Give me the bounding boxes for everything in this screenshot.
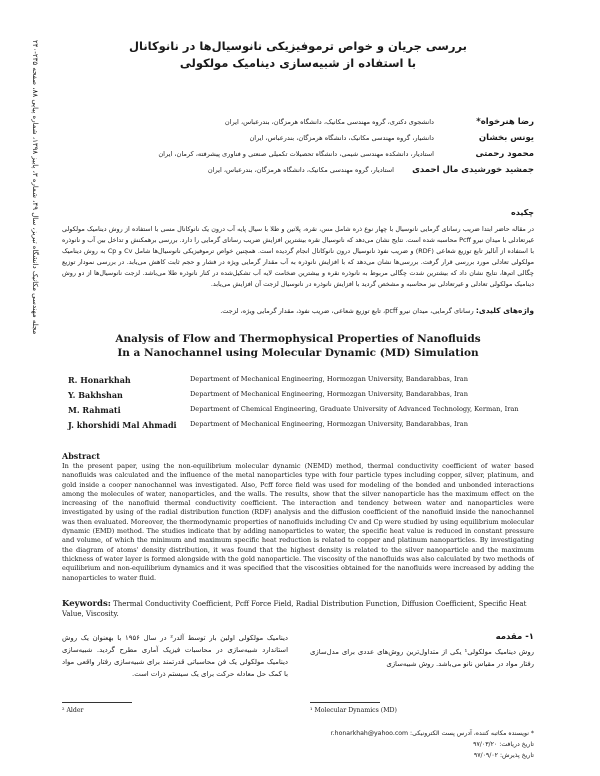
author-name: جمشید خورشیدی مال احمدی xyxy=(412,165,534,175)
author-row xyxy=(68,405,534,415)
english-abstract: In the present paper, using the non-equilibrium molecular dynamic (NEMD) method, thermal conductivity coefficient of water based nanofluids was calculated and the influence of the metal nanoparticles type with four particle types including copper, silver, platinum, and gold inside a cooper nanochannel was investigated. Also, Pcff force field was used for modeling of the bonded and unbonded interactions among the molecules of water, nanoparticles, and the walls. The results, show that the silver nanoparticle has the maximum effect on the increasing of the nanofluid thermal conductivity coefficient. The interaction and tendency between water and nanoparticles were investigated by using of the radial distribution function (RDF) analysis and the diffusion coefficient of the nanofluid inside the nanochannel was then evaluated. Moreover, the thermodynamic properties of nanofluids including Cv and Cp were studied by using equilibrium molecular dynamic (EMD) method. The studies indicate that by adding nanoparticles to water, the specific heat value is reduced in constant pressure and volume, of which the minimum and maximum specific heat reduction is related to copper and platinum nanoparticles. By investigating the diagram of atoms' density distribution, it was found that the highest density is related to the silver nanoparticle and the maximum thickness of water layer is formed alongside with the gold nanoparticle. The viscosity of the nanofluids was also calculated by two methods of equilibrium and non-equilibrium dynamics and it was specified that the viscosities obtained for the nanofluids were increased by adding the nanoparticles to water fluid. xyxy=(62,462,534,582)
journal-citation: مجله مهندسی مکانیک دانشگاه تبریز، سال ۴۹، شماره ۳، پاییز ۱۳۹۸، شماره پیاپی ۸۸، صفحه ۲۳۵-۲۴۰ xyxy=(31,40,39,335)
author-name: R. Honarkhah xyxy=(68,375,131,385)
english-abstract-heading: Abstract xyxy=(62,451,100,461)
english-title-line: Analysis of Flow and Thermophysical Properties of Nanofluids xyxy=(115,333,481,345)
intro-column-left xyxy=(62,632,288,680)
english-keywords-label: Keywords: xyxy=(62,599,111,609)
author-name: رضا هنرخواه* xyxy=(476,117,534,127)
author-affiliation: استادیار، دانشکده مهندسی شیمی، دانشگاه تحصیلات تکمیلی صنعتی و فناوری پیشرفته، کرمان، ایران xyxy=(158,150,434,158)
author-affiliation: Department of Chemical Engineering, Graduate University of Advanced Technology, Kerman, Iran xyxy=(190,405,519,413)
footnote: ¹ Molecular Dynamics (MD) xyxy=(310,707,397,714)
footnote: ² Alder xyxy=(62,707,84,714)
author-row xyxy=(68,375,534,385)
persian-title xyxy=(62,38,534,72)
english-authors xyxy=(68,375,534,435)
author-affiliation: استادیار، گروه مهندسی مکانیک، دانشگاه هرمزگان، بندرعباس، ایران xyxy=(207,166,394,174)
english-title-line: In a Nanochannel using Molecular Dynamic (MD) Simulation xyxy=(117,347,479,359)
author-name: Y. Bakhshan xyxy=(68,390,123,400)
author-row xyxy=(62,165,534,175)
persian-keywords-text: رسانای گرمایی، میدان نیرو pcff، تابع توزیع شعاعی، ضریب نفوذ، مقدار گرمایی ویژه، لزجت. xyxy=(220,307,474,315)
correspondence-block xyxy=(310,708,534,759)
author-affiliation: دانشیار، گروه مهندسی مکانیک، دانشگاه هرمزگان، بندرعباس، ایران xyxy=(249,134,434,142)
author-affiliation: Department of Mechanical Engineering, Hormozgan University, Bandarabbas, Iran xyxy=(190,420,468,428)
persian-authors xyxy=(62,117,534,181)
author-affiliation: دانشجوی دکتری، گروه مهندسی مکانیک، دانشگاه هرمزگان، بندرعباس، ایران xyxy=(224,118,434,126)
author-affiliation: Department of Mechanical Engineering, Hormozgan University, Bandarabbas, Iran xyxy=(190,390,468,398)
english-keywords xyxy=(62,599,534,619)
correspondence-email[interactable]: r.honarkhah@yahoo.com xyxy=(330,730,409,737)
author-name: یونس بخشان xyxy=(478,133,534,143)
author-row xyxy=(68,390,534,400)
correspondence xyxy=(310,730,534,737)
author-name: M. Rahmati xyxy=(68,405,121,415)
author-row xyxy=(62,117,534,127)
author-row xyxy=(68,420,534,430)
journal-side-strip xyxy=(30,40,44,760)
intro-paragraph: روش دینامیک مولکولی¹ یکی از متداول‌ترین روش‌های عددی برای مدل‌سازی رفتار مواد در مقیاس نانو می‌باشد. روش شبیه‌سازی xyxy=(310,648,534,668)
author-affiliation: Department of Mechanical Engineering, Hormozgan University, Bandarabbas, Iran xyxy=(190,375,468,383)
persian-abstract: در مقاله حاضر ابتدا ضریب رسانای گرمایی نانوسیال با چهار نوع ذره شامل مس، نقره، پلاتین و طلا با سیال پایه آب درون یک نانوکانال مسی با استفاده از روش دینامیک مولکولی غیرتعادلی با میدان نیرو Pcff محاسبه شده است. نتایج نشان می‌دهد که نانوسیال نقره بیشترین افزایش ضریب رسانای گرمایی را دارد. بررسی برهمکنش و تداخل بین آب و نانوذره با استفاده از آنالیز تابع توزیع شعاعی (RDF) و ضریب نفوذ نانوسیال درون نانوکانال انجام گردیده است. همچنین خواص ترموفیزیکی نانوسیال‌ها شامل Cv و Cp به روش دینامیک مولکولی تعادلی مورد بررسی قرار گرفت. بررسی‌ها نشان می‌دهد که با افزایش نانوذره به آب مقدار گرمایی ویژه در فشار و حجم ثابت کاهش می‌یابد. در بررسی نمودار توزیع چگالی اتم‌ها، نتایج نشان داد که بیشترین شدت چگالی مربوط به نانوذره نقره و بیشترین ضخامت لایه آب تشکیل‌شده در کنار نانوذره طلا می‌باشد. لزجت نانوسیال‌ها از دو روش دینامیک مولکولی تعادلی و غیرتعادلی نیز محاسبه و مشخص گردید با افزایش نانوذره در نانوسیال لزجت آن افزایش می‌یابد. xyxy=(62,225,535,288)
received-date: تاریخ دریافت: ۹۷/۰۳/۲۰ xyxy=(473,741,534,748)
accepted-date: تاریخ پذیرش: ۹۷/۰۹/۰۲ xyxy=(473,752,534,759)
correspondence-label: * نویسنده مکاتبه کننده، آدرس پست الکترونیکی: xyxy=(410,730,534,737)
english-keywords-text: Thermal Conductivity Coefficient, Pcff Force Field, Radial Distribution Function, Diffusion Coefficient, Specific Heat Value, Viscosity. xyxy=(62,600,527,618)
persian-keywords xyxy=(62,306,534,315)
section-heading: ۱- مقدمه xyxy=(495,632,534,642)
author-row xyxy=(62,149,534,159)
persian-title-line: بررسی جریان و خواص ترموفیزیکی نانوسیال‌ها در نانوکانال xyxy=(129,39,467,53)
persian-abstract-heading: چکیده xyxy=(510,208,534,217)
persian-title-line: با استفاده از شبیه‌سازی دینامیک مولکولی xyxy=(179,56,417,70)
footnote-rule xyxy=(310,702,380,703)
persian-keywords-label: واژه‌های کلیدی: xyxy=(475,306,534,315)
author-row xyxy=(62,133,534,143)
author-name: محمود رحمتی xyxy=(475,149,534,159)
footnote-rule xyxy=(62,702,132,703)
author-name: J. khorshidi Mal Ahmadi xyxy=(68,420,177,430)
english-title xyxy=(62,332,534,360)
intro-column-right xyxy=(310,632,534,670)
intro-paragraph: دینامیک مولکولی اولین بار توسط آلدر² در سال ۱۹۵۶ با بهعنوان یک روش استاندارد شبیه‌سازی در محاسبات فیزیک آماری مطرح گردید. شبیه‌سازی دینامیک مولکولی یک فن محاسباتی قدرتمند برای شبیه‌سازی رفتار واقعی مواد با کمک حل معادله حرکت برای یک سیستم ذرات است. xyxy=(62,634,288,678)
